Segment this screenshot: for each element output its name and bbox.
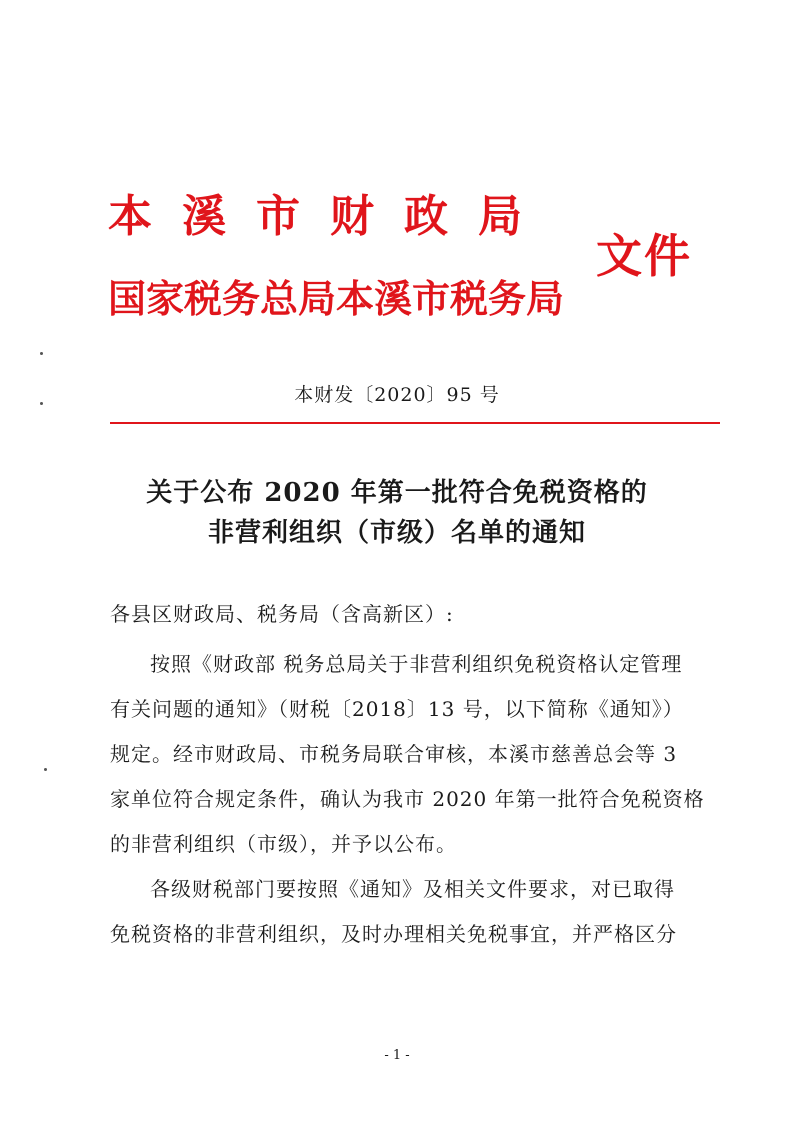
- salutation: 各县区财政局、税务局（含高新区）:: [110, 602, 454, 626]
- paragraph-2-line: 各级财税部门要按照《通知》及相关文件要求，对已取得: [150, 877, 675, 901]
- document-type-label: 文件: [596, 229, 692, 283]
- issuer-name-tax-bureau: 国家税务总局本溪市税务局: [108, 277, 565, 321]
- paragraph-1-line: 按照《财政部 税务总局关于非营利组织免税资格认定管理: [150, 652, 683, 676]
- document-number: 本财发〔2020〕95 号: [294, 384, 500, 406]
- issuer-name-finance-bureau: 本溪市财政局: [108, 191, 552, 242]
- red-divider-line: [110, 422, 720, 424]
- page-number: - 1 -: [384, 1048, 410, 1063]
- paragraph-1-line: 规定。经市财政局、市税务局联合审核，本溪市慈善总会等 3: [110, 742, 678, 766]
- document-title-line-2: 非营利组织（市级）名单的通知: [207, 518, 586, 548]
- paragraph-2-line: 免税资格的非营利组织，及时办理相关免税事宜，并严格区分: [110, 922, 677, 946]
- paragraph-1-line: 的非营利组织（市级），并予以公布。: [110, 832, 457, 856]
- scan-speck: [40, 402, 43, 405]
- scan-speck: [44, 768, 47, 771]
- document-title-line-1: 关于公布 2020 年第一批符合免税资格的: [146, 478, 648, 508]
- scan-speck: [40, 352, 43, 355]
- paragraph-1-line: 有关问题的通知》（财税〔2018〕13 号，以下简称《通知》）: [110, 697, 684, 721]
- paragraph-1-line: 家单位符合规定条件，确认为我市 2020 年第一批符合免税资格: [110, 787, 705, 811]
